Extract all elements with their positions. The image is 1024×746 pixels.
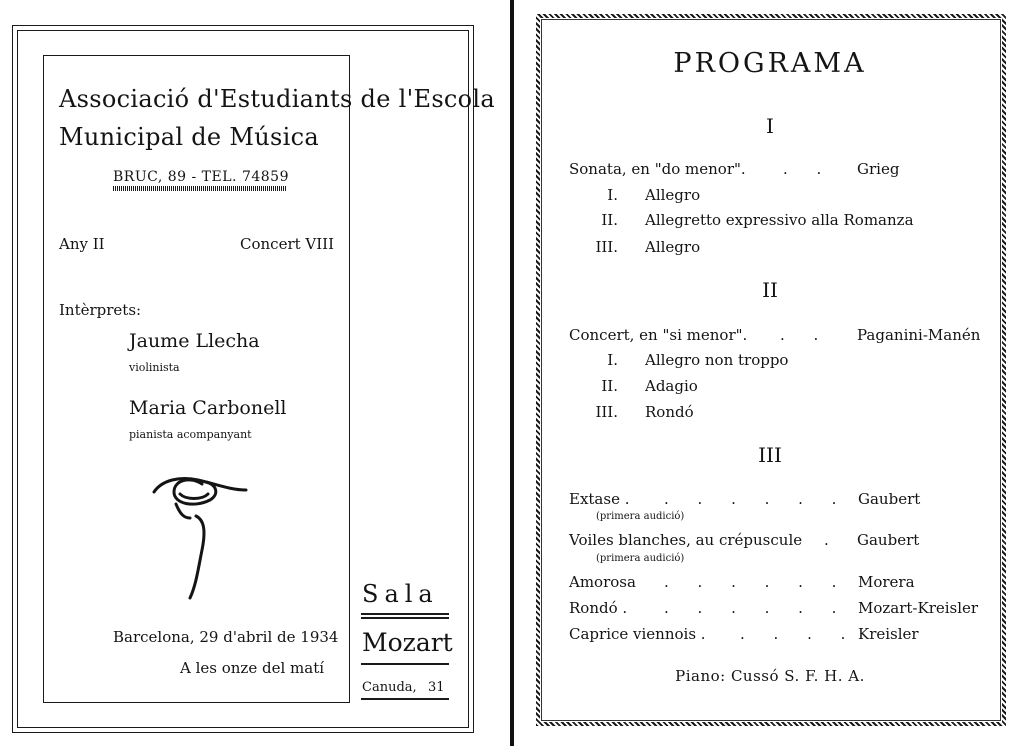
movement-number: II.	[601, 377, 618, 395]
performer-name: Maria Carbonell	[129, 397, 287, 419]
venue-street-number: 31	[428, 680, 445, 695]
organization-name-line1: Associació d'Estudiants de l'Escola	[59, 85, 496, 113]
piece-title: Concert, en "si menor".	[569, 326, 748, 344]
venue-street: Canuda,	[362, 680, 417, 695]
concert-time: A les onze del matí	[180, 659, 325, 677]
season-year: Any II	[59, 235, 105, 253]
venue-name: Mozart	[362, 628, 453, 657]
address-rule	[113, 186, 287, 191]
movement-name: Rondó	[645, 403, 694, 421]
movement-number: II.	[601, 211, 618, 229]
piece-composer: Kreisler	[858, 625, 919, 643]
movement-name: Allegretto expressivo alla Romanza	[645, 211, 914, 229]
piece-title: Voiles blanches, au crépuscule	[569, 531, 803, 549]
section-numeral: I	[766, 114, 774, 138]
piano-credit: Piano: Cussó S. F. H. A.	[675, 667, 865, 685]
organization-address: BRUC, 89 - TEL. 74859	[113, 169, 289, 185]
movement-name: Allegro	[645, 238, 701, 256]
program-title: PROGRAMA	[673, 48, 867, 79]
organization-name-line2: Municipal de Música	[59, 123, 319, 151]
piece-composer: Paganini-Manén	[857, 326, 981, 344]
leader-dots: . .	[783, 160, 834, 178]
movement-name: Allegro	[645, 186, 701, 204]
piece-note: (primera audició)	[596, 553, 685, 564]
movement-number: I.	[607, 351, 618, 369]
piece-composer: Morera	[858, 573, 915, 591]
movement-number: III.	[595, 238, 618, 256]
piece-title: Rondó .	[569, 599, 628, 617]
performer-role: pianista acompanyant	[129, 428, 252, 441]
section-numeral: III	[758, 443, 782, 467]
leader-dots: . . . .	[740, 625, 858, 643]
movement-name: Adagio	[645, 377, 698, 395]
movement-number: III.	[595, 403, 618, 421]
venue-rule	[361, 613, 449, 615]
concert-date: Barcelona, 29 d'abril de 1934	[113, 628, 339, 646]
piece-title: Amorosa	[569, 573, 636, 591]
leader-dots: . .	[780, 326, 831, 344]
leader-dots: . . . . . .	[664, 573, 849, 591]
movement-number: I.	[607, 186, 618, 204]
leader-dots: . . . . . .	[664, 490, 849, 508]
performer-role: violinista	[129, 361, 180, 374]
leader-dots: . . . . . .	[664, 599, 849, 617]
piece-composer: Gaubert	[858, 490, 921, 508]
piece-note: (primera audició)	[596, 511, 685, 522]
performer-name: Jaume Llecha	[129, 330, 260, 352]
piece-title: Caprice viennois .	[569, 625, 706, 643]
venue-rule	[361, 663, 449, 665]
venue-rule	[361, 698, 449, 700]
piece-composer: Gaubert	[857, 531, 920, 549]
venue-rule	[361, 617, 449, 619]
cover-content-box	[43, 55, 350, 703]
venue-sala: Sala	[362, 580, 439, 608]
piece-composer: Grieg	[857, 160, 900, 178]
leader-dots: .	[824, 531, 841, 549]
association-monogram-logo	[150, 470, 250, 605]
piece-title: Sonata, en "do menor".	[569, 160, 746, 178]
movement-name: Allegro non troppo	[645, 351, 789, 369]
concert-number: Concert VIII	[240, 235, 335, 253]
piece-composer: Mozart-Kreisler	[858, 599, 979, 617]
performers-label: Intèrprets:	[59, 301, 142, 319]
page-divider	[510, 0, 514, 746]
piece-title: Extase .	[569, 490, 630, 508]
section-numeral: II	[762, 278, 778, 302]
